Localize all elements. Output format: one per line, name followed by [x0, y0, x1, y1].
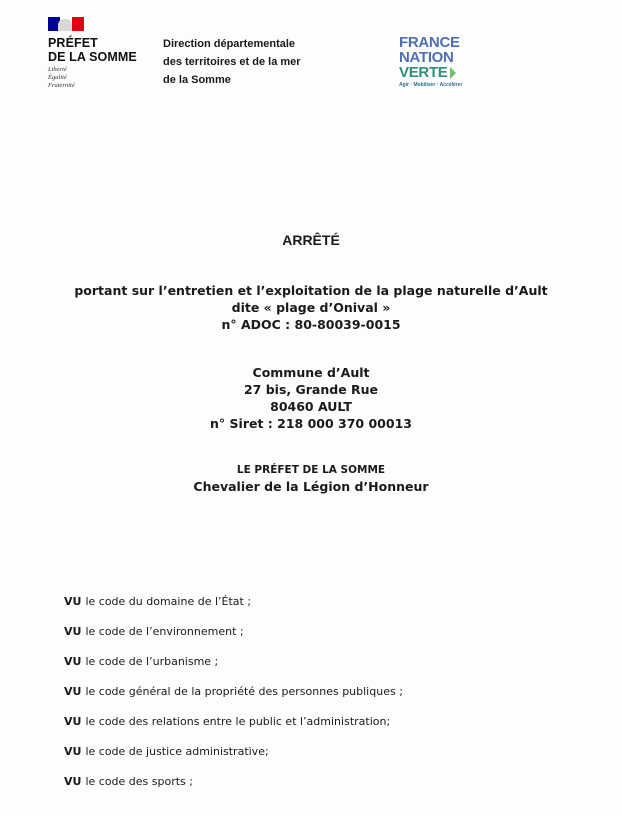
fnv-line2: NATION [399, 49, 454, 66]
list-item [64, 745, 584, 775]
direction-name [163, 35, 333, 89]
subject-line: portant sur l’entretien et l’exploitation de la plage naturelle d’Ault [74, 283, 548, 298]
devise-egalite: Égalité [48, 74, 67, 81]
list-item [64, 775, 584, 805]
vu-text: le code des relations entre le public et l’administration; [85, 715, 391, 728]
list-item [64, 715, 584, 745]
document-subject [0, 282, 622, 333]
fnv-line3: VERTE [399, 64, 448, 81]
document-title: ARRÊTÉ [282, 232, 340, 248]
prefet-title-line2: Chevalier de la Légion d’Honneur [193, 479, 429, 494]
list-item [64, 625, 584, 655]
direction-line: des territoires et de la mer [163, 56, 301, 68]
prefet-title [0, 462, 622, 495]
devise [48, 66, 148, 90]
vu-prefix: VU [64, 745, 82, 758]
adoc-number: n° ADOC : 80-80039-0015 [221, 317, 401, 332]
vu-text: le code de l’urbanisme ; [85, 655, 219, 668]
direction-line: de la Somme [163, 74, 231, 86]
vu-prefix: VU [64, 625, 82, 638]
vu-prefix: VU [64, 715, 82, 728]
vu-text: le code de l’environnement ; [85, 625, 244, 638]
france-nation-verte-logo [399, 35, 479, 88]
address-street: 27 bis, Grande Rue [243, 382, 379, 397]
list-item [64, 595, 584, 625]
vu-text: le code général de la propriété des personnes publiques ; [85, 685, 403, 698]
vu-list [64, 595, 584, 805]
vu-prefix: VU [64, 595, 82, 608]
direction-line: Direction départementale [163, 38, 296, 50]
vu-prefix: VU [64, 775, 82, 788]
prefet-name-line2: DE LA SOMME [48, 50, 137, 64]
subject-line: dite « plage d’Onival » [231, 300, 391, 315]
vu-text: le code du domaine de l’État ; [85, 595, 252, 608]
beneficiary-address [0, 364, 622, 432]
fnv-line3-row [399, 65, 479, 80]
chevron-right-icon [450, 67, 456, 79]
prefet-name [48, 36, 148, 64]
vu-text: le code des sports ; [85, 775, 193, 788]
devise-fraternite: Fraternité [48, 82, 75, 89]
prefet-logo [48, 17, 148, 90]
fnv-tagline: Agir · Mobiliser · Accélérer [399, 82, 463, 88]
devise-liberte: Liberté [48, 66, 67, 73]
marianne-flag-icon [48, 17, 84, 31]
address-city: 80460 AULT [270, 399, 352, 414]
address-siret: n° Siret : 218 000 370 00013 [210, 416, 412, 431]
vu-prefix: VU [64, 685, 82, 698]
fnv-line1: FRANCE [399, 34, 460, 51]
list-item [64, 655, 584, 685]
vu-text: le code de justice administrative; [85, 745, 269, 758]
prefet-title-line1: LE PRÉFET DE LA SOMME [236, 464, 386, 476]
prefet-name-line1: PRÉFET [48, 36, 98, 50]
list-item [64, 685, 584, 715]
address-commune: Commune d’Ault [252, 365, 370, 380]
vu-prefix: VU [64, 655, 82, 668]
